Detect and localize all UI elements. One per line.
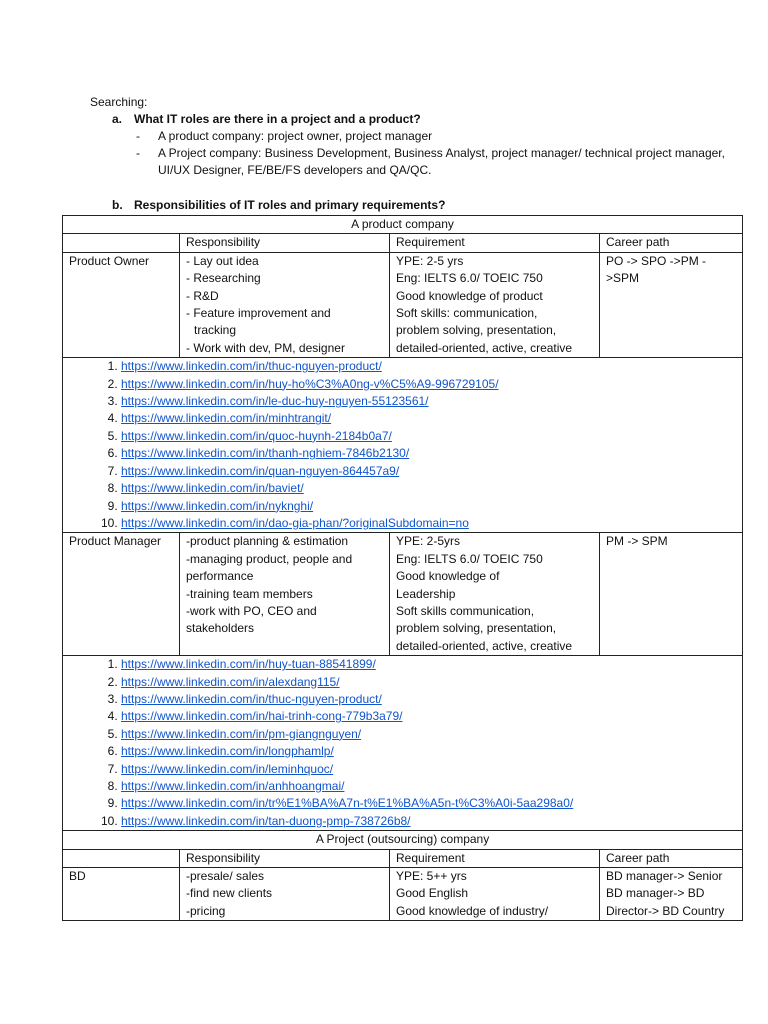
responsibility-line: tracking <box>194 323 237 338</box>
bullet-dash: - <box>136 146 140 160</box>
list-item <box>121 813 736 830</box>
list-item <box>121 393 736 410</box>
list-item <box>121 463 736 480</box>
responsibility-line: -work with PO, CEO and <box>186 603 317 618</box>
question-b-text: Responsibilities of IT roles and primary requirements? <box>134 198 446 212</box>
list-item <box>121 656 736 673</box>
product-section-row <box>63 216 743 234</box>
product-manager-row <box>63 533 743 656</box>
linkedin-link[interactable]: https://www.linkedin.com/in/quoc-huynh-2184b0a7/ <box>121 428 392 443</box>
list-item <box>121 795 736 812</box>
list-item <box>121 515 736 532</box>
answer-a-1-text: A product company: project owner, project manager <box>158 129 433 143</box>
linkedin-link[interactable]: https://www.linkedin.com/in/hai-trinh-cong-779b3a79/ <box>121 709 403 724</box>
requirement-line: Good English <box>396 886 469 901</box>
linkedin-link[interactable]: https://www.linkedin.com/in/anhhoangmai/ <box>121 779 345 793</box>
header-responsibility: Responsibility <box>180 849 390 867</box>
requirement-line: Soft skills communication, <box>396 603 535 618</box>
list-item <box>121 743 736 760</box>
linkedin-link[interactable]: https://www.linkedin.com/in/tr%E1%BA%A7n-t%E1%BA%A5n-t%C3%A0i-5aa298a0/ <box>121 796 574 811</box>
role-name: BD <box>63 868 180 921</box>
linkedin-link[interactable]: https://www.linkedin.com/in/longphamlp/ <box>121 744 334 759</box>
list-item <box>121 480 736 497</box>
responsibility-line: -product planning & estimation <box>186 534 349 549</box>
responsibility-line: -pricing <box>186 903 226 918</box>
requirement-cell <box>390 868 600 921</box>
header-responsibility: Responsibility <box>180 234 390 252</box>
answer-a-2-text: A Project company: Business Development, Business Analyst, project manager/ technical project manager, UI/UX Designer, FE/BE/FS developers and QA/QC. <box>158 146 725 177</box>
responsibility-line: -managing product, people and <box>186 551 353 566</box>
linkedin-link[interactable]: https://www.linkedin.com/in/minhtrangit/ <box>121 411 332 426</box>
responsibility-cell <box>180 252 390 357</box>
requirement-line: YPE: 2-5 yrs <box>396 253 464 268</box>
linkedin-link[interactable]: https://www.linkedin.com/in/baviet/ <box>121 481 304 496</box>
header-requirement: Requirement <box>390 234 600 252</box>
linkedin-link[interactable]: https://www.linkedin.com/in/pm-giangnguyen/ <box>121 726 362 741</box>
links-cell <box>63 656 743 831</box>
linkedin-link[interactable]: https://www.linkedin.com/in/leminhquoc/ <box>121 761 334 776</box>
role-name: Product Owner <box>63 252 180 357</box>
list-item <box>121 726 736 743</box>
career-path-line: BD manager-> Senior <box>606 869 723 884</box>
linkedin-link[interactable]: https://www.linkedin.com/in/tan-duong-pmp-738726b8/ <box>121 813 411 828</box>
career-path-cell: PM -> SPM <box>600 533 743 656</box>
career-path-line: BD manager-> BD <box>606 886 705 901</box>
requirement-line: problem solving, presentation, <box>396 621 557 636</box>
product-manager-links-row <box>63 656 743 831</box>
list-item <box>121 674 736 691</box>
product-owner-links-row <box>63 358 743 533</box>
question-b-marker: b. <box>112 198 123 212</box>
requirement-line: Leadership <box>396 586 456 601</box>
responsibility-line: - Researching <box>186 271 261 286</box>
links-cell <box>63 358 743 533</box>
responsibility-line: -training team members <box>186 586 313 601</box>
requirement-line: Good knowledge of <box>396 569 500 584</box>
requirement-line: YPE: 2-5yrs <box>396 534 461 549</box>
responsibility-cell <box>180 868 390 921</box>
responsibility-line: -presale/ sales <box>186 869 265 884</box>
header-career-path: Career path <box>600 849 743 867</box>
requirement-line: YPE: 5++ yrs <box>396 869 467 884</box>
responsibility-cell <box>180 533 390 656</box>
linkedin-link[interactable]: https://www.linkedin.com/in/thanh-nghiem-7846b2130/ <box>121 446 410 461</box>
list-item <box>121 376 736 393</box>
responsibility-line: - R&D <box>186 288 219 303</box>
question-a-marker: a. <box>112 112 123 126</box>
responsibility-line: stakeholders <box>186 621 255 636</box>
linkedin-link[interactable]: https://www.linkedin.com/in/thuc-nguyen-product/ <box>121 691 382 706</box>
requirement-line: problem solving, presentation, <box>396 323 557 338</box>
requirement-cell <box>390 252 600 357</box>
career-path-line: Director-> BD Country <box>606 903 725 918</box>
list-item <box>121 691 736 708</box>
list-item <box>121 445 736 462</box>
linkedin-link[interactable]: https://www.linkedin.com/in/nyknghi/ <box>121 498 314 513</box>
project-section-row <box>63 831 743 849</box>
list-item <box>121 778 736 795</box>
intro-section <box>90 94 730 179</box>
requirement-line: detailed-oriented, active, creative <box>396 340 573 355</box>
requirement-line: detailed-oriented, active, creative <box>396 638 573 653</box>
header-requirement: Requirement <box>390 849 600 867</box>
linkedin-link[interactable]: https://www.linkedin.com/in/huy-ho%C3%A0ng-v%C5%A9-996729105/ <box>121 376 499 391</box>
list-item <box>121 498 736 515</box>
requirement-line: Eng: IELTS 6.0/ TOEIC 750 <box>396 271 543 286</box>
responsibility-line: -find new clients <box>186 886 273 901</box>
bullet-dash: - <box>136 129 140 143</box>
question-a <box>112 111 730 128</box>
project-section-title: A Project (outsourcing) company <box>63 831 743 849</box>
responsibility-line: - Lay out idea <box>186 253 259 268</box>
linkedin-list <box>69 656 736 830</box>
answer-a-2 <box>136 145 730 179</box>
header-row <box>63 849 743 867</box>
list-item <box>121 410 736 427</box>
list-item <box>121 708 736 725</box>
linkedin-list <box>69 358 736 532</box>
career-path-cell: PO -> SPO ->PM ->SPM <box>600 252 743 357</box>
linkedin-link[interactable]: https://www.linkedin.com/in/alexdang115/ <box>121 674 340 689</box>
linkedin-link[interactable]: https://www.linkedin.com/in/quan-nguyen-864457a9/ <box>121 463 400 478</box>
responsibility-line: - Work with dev, PM, designer <box>186 340 345 355</box>
list-item <box>121 428 736 445</box>
searching-heading: Searching: <box>90 95 148 109</box>
linkedin-link[interactable]: https://www.linkedin.com/in/dao-gia-phan/?originalSubdomain=no <box>121 515 469 530</box>
requirement-line: Soft skills: communication, <box>396 306 538 321</box>
list-item <box>121 761 736 778</box>
requirement-line: Good knowledge of industry/ <box>396 903 549 918</box>
product-owner-row <box>63 252 743 357</box>
answer-a-1 <box>136 128 730 145</box>
linkedin-link[interactable]: https://www.linkedin.com/in/thuc-nguyen-product/ <box>121 359 382 374</box>
requirement-cell <box>390 533 600 656</box>
list-item <box>121 358 736 375</box>
question-b <box>112 198 445 212</box>
requirement-line: Eng: IELTS 6.0/ TOEIC 750 <box>396 551 543 566</box>
responsibility-line: - Feature improvement and <box>186 306 331 321</box>
responsibility-line: performance <box>186 569 254 584</box>
header-role-cell <box>63 234 180 252</box>
linkedin-link[interactable]: https://www.linkedin.com/in/le-duc-huy-nguyen-55123561/ <box>121 394 429 409</box>
role-name: Product Manager <box>63 533 180 656</box>
question-a-text: What IT roles are there in a project and a product? <box>134 112 421 126</box>
header-role-cell <box>63 849 180 867</box>
bd-row <box>63 868 743 921</box>
header-row <box>63 234 743 252</box>
header-career-path: Career path <box>600 234 743 252</box>
career-path-cell <box>600 868 743 921</box>
requirement-line: Good knowledge of product <box>396 288 543 303</box>
roles-table <box>62 215 743 921</box>
product-section-title: A product company <box>63 216 743 234</box>
linkedin-link[interactable]: https://www.linkedin.com/in/huy-tuan-88541899/ <box>121 657 376 672</box>
